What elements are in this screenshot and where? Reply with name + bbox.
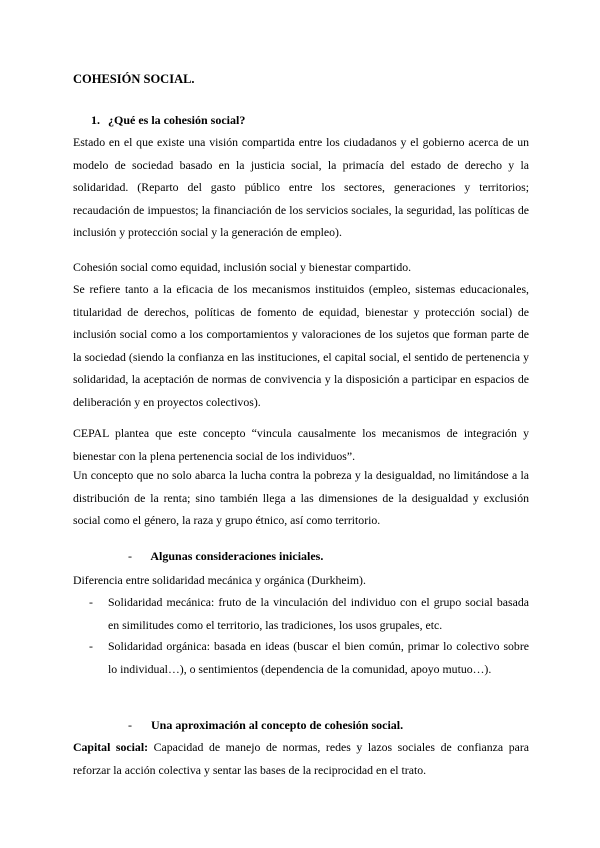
section-2-heading-text: Algunas consideraciones iniciales. [150,549,324,563]
paragraph-capital-social [73,736,529,781]
section-2-dash: - [128,549,132,563]
section-1-number: 1. [91,113,100,127]
term-capital-social: Capital social: [73,740,149,754]
section-1-heading [91,113,245,128]
paragraph-definition: Estado en el que existe una visión compartida entre los ciudadanos y el gobierno acerca de un modelo de sociedad basado en la justicia social, la primacía del estado de derecho y la solidaridad. (Reparto del gasto público entre los sectores, generaciones y territorios; recaudación de impuestos; la financiación de los servicios sociales, la seguridad, las políticas de inclusión y protección social y la generación de empleo). [73,135,529,239]
bullet-dash: - [89,639,93,653]
paragraph-mechanisms: Se refiere tanto a la eficacia de los mecanismos instituidos (empleo, sistemas educacionales, titularidad de derechos, políticas de fomento de equidad, bienestar y protección social) de inclusión social como a los comportamientos y valoraciones de los sujetos que forman parte de la sociedad (siendo la confianza en las instituciones, el capital social, el sentido de pertenencia y solidaridad, la aceptación de normas de convivencia y la disposición a participar en espacios de deliberación y en proyectos colectivos). [73,282,529,409]
bullet-dash: - [89,595,93,609]
list-item [89,635,529,680]
list-item [89,591,529,636]
section-2-heading [128,549,323,564]
bullet-text: Solidaridad orgánica: basada en ideas (buscar el bien común, primar lo colectivo sobre lo individual…), o sentimientos (dependencia de la comunidad, apoyo mutuo…). [108,639,529,676]
document-title: COHESIÓN SOCIAL. [73,72,195,86]
section-3-heading [128,718,403,733]
paragraph-equity-line: Cohesión social como equidad, inclusión social y bienestar compartido. [73,260,412,274]
section-3-dash: - [128,718,132,732]
section-3-heading-text: Una aproximación al concepto de cohesión social. [151,718,404,732]
section-1-heading-text: ¿Qué es la cohesión social? [108,113,246,127]
paragraph-cepal: CEPAL plantea que este concepto “vincula causalmente los mecanismos de integración y bienestar con la plena pertenencia social de los individuos”. [73,426,529,463]
paragraph-concept: Un concepto que no solo abarca la lucha contra la pobreza y la desigualdad, no limitándose a la distribución de la renta; sino también llega a las dimensiones de la desigualdad y exclusión social como el género, la raza y grupo étnico, así como territorio. [73,468,529,527]
paragraph-durkheim: Diferencia entre solidaridad mecánica y orgánica (Durkheim). [73,573,366,587]
bullet-text: Solidaridad mecánica: fruto de la vinculación del individuo con el grupo social basada en similitudes como el territorio, las tradiciones, los usos grupales, etc. [108,595,529,632]
definition-capital-social: Capacidad de manejo de normas, redes y lazos sociales de confianza para reforzar la acción colectiva y sentar las bases de la reciprocidad en el trato. [73,740,529,777]
